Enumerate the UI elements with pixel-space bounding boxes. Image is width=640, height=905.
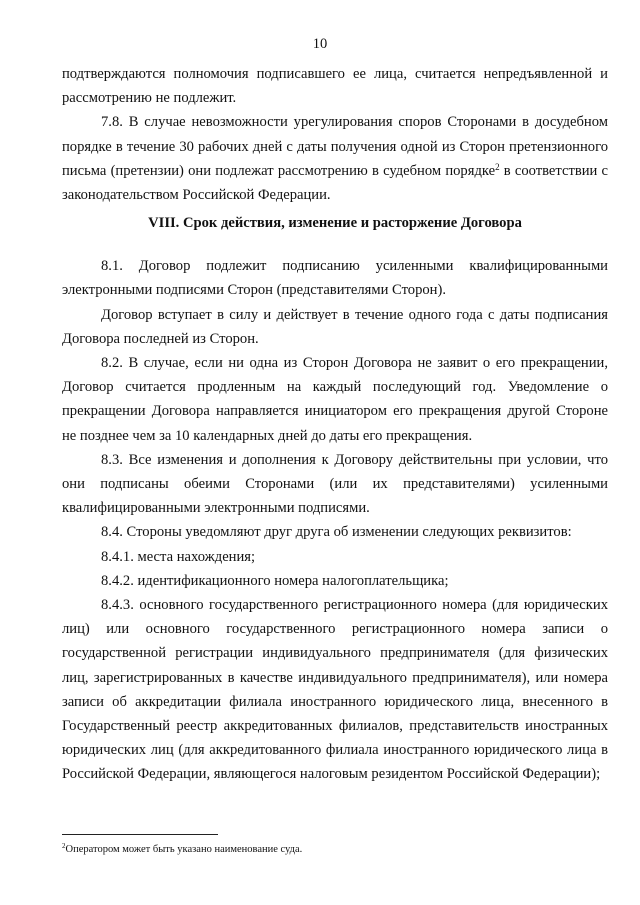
footnote-divider — [62, 834, 218, 835]
paragraph-7-8 — [62, 110, 608, 207]
paragraph-8-4-2: 8.4.2. идентификационного номера налогоплательщика; — [101, 572, 449, 589]
paragraph-8-2: 8.2. В случае, если ни одна из Сторон Договора не заявит о его прекращении, Договор считается продленным на каждый последующий год. Уведомление о прекращении Договора направляется инициатором его прекращения другой Стороне не позднее чем за 10 календарных дней до даты его прекращения. — [62, 355, 608, 444]
footnote-reference: 2 — [495, 161, 500, 172]
paragraph-7-8-text-after: в соответствии с законодательством Российской Федерации. — [62, 162, 609, 204]
paragraph-8-3: 8.3. Все изменения и дополнения к Договору действительны при условии, что они подписаны обеими Сторонами (или их представителями) усиленными квалифицированными электронными подписями. — [62, 451, 608, 517]
paragraph-8-4: 8.4. Стороны уведомляют друг друга об изменении следующих реквизитов: — [101, 524, 572, 541]
footnote-mark: 2 — [62, 842, 66, 850]
paragraph-continuation: подтверждаются полномочия подписавшего ее лица, считается непредъявленной и рассмотрению не подлежит. — [62, 66, 608, 107]
footnote-text: Оператором может быть указано наименование суда. — [65, 844, 303, 855]
paragraph-7-8-text: 7.8. В случае невозможности урегулирования споров Сторонами в досудебном порядке в течение 30 рабочих дней с даты получения одной из Сторон претензионного письма (претензии) они подлежат рассмотрению в судебном порядке — [62, 114, 608, 179]
paragraph-8-1-b: Договор вступает в силу и действует в течение одного года с даты подписания Договора последней из Сторон. — [62, 306, 608, 347]
paragraph-8-1: 8.1. Договор подлежит подписанию усиленными квалифицированными электронными подписями Сторон (представителями Сторон). — [62, 258, 608, 299]
document-body — [62, 62, 608, 787]
paragraph-8-4-1: 8.4.1. места нахождения; — [101, 548, 256, 565]
page-number: 10 — [312, 36, 328, 52]
paragraph-8-4-3: 8.4.3. основного государственного регистрационного номера (для юридических лиц) или основного государственного регистрационного номера записи о государственной регистрации индивидуального предпринимателя (для физических лиц, зарегистрированных в качестве индивидуального предпринимателя), или номера записи об аккредитации филиала иностранного юридического лица, внесенного в Государственный реестр аккредитованных филиалов, представительств иностранных юридических лиц (для аккредитованного филиала иностранного юридического лица в Российской Федерации, являющегося налоговым резидентом Российской Федерации); — [62, 597, 608, 783]
section-heading: VIII. Срок действия, изменение и расторжение Договора — [148, 215, 522, 232]
footnote — [62, 843, 608, 857]
